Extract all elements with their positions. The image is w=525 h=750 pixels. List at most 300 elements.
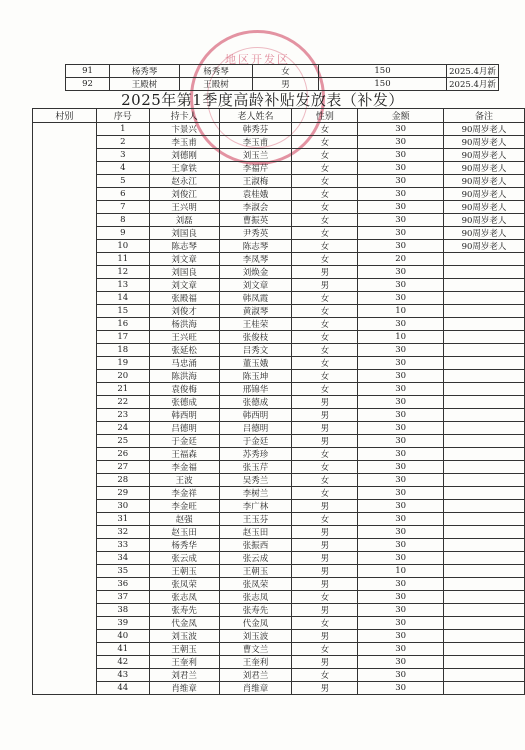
cell-holder: 吕德明	[149, 422, 219, 435]
cell-note	[444, 279, 525, 292]
cell-amount: 30	[358, 435, 444, 448]
cell-holder: 杨洪海	[149, 318, 219, 331]
cell-seq: 8	[96, 214, 149, 227]
cell-amount: 30	[358, 656, 444, 669]
cell-holder: 王兴旺	[149, 331, 219, 344]
table-row	[33, 591, 525, 604]
cell-note	[444, 669, 525, 682]
table-row	[33, 149, 525, 162]
cell-amount: 30	[358, 149, 444, 162]
table-row	[33, 240, 525, 253]
cell-seq: 1	[96, 123, 149, 136]
cell-note: 90周岁老人	[444, 188, 525, 201]
cell-seq: 41	[96, 643, 149, 656]
cell-seq: 6	[96, 188, 149, 201]
cell-holder: 刘国良	[149, 266, 219, 279]
cell-amount: 30	[358, 357, 444, 370]
cell-note	[444, 539, 525, 552]
table-row	[33, 370, 525, 383]
cell-note	[444, 578, 525, 591]
cell-gender: 女	[292, 461, 358, 474]
cell-amount: 150	[319, 78, 447, 91]
table-row	[33, 331, 525, 344]
cell-seq: 24	[96, 422, 149, 435]
cell-amount: 30	[358, 266, 444, 279]
table-row	[33, 357, 525, 370]
cell-elder: 杨秀琴	[180, 65, 253, 78]
cell-gender: 女	[292, 331, 358, 344]
table-row	[33, 669, 525, 682]
table-row	[33, 253, 525, 266]
cell-gender: 男	[292, 552, 358, 565]
table-row	[33, 526, 525, 539]
cell-amount: 30	[358, 227, 444, 240]
cell-note	[444, 435, 525, 448]
previous-page-table	[65, 64, 499, 91]
cell-seq: 18	[96, 344, 149, 357]
table-row	[33, 344, 525, 357]
cell-gender: 女	[292, 617, 358, 630]
table-row	[33, 214, 525, 227]
cell-note: 90周岁老人	[444, 162, 525, 175]
cell-note	[444, 617, 525, 630]
cell-holder: 张德成	[149, 396, 219, 409]
cell-note	[444, 474, 525, 487]
cell-gender: 女	[292, 487, 358, 500]
cell-seq: 10	[96, 240, 149, 253]
table-row	[33, 305, 525, 318]
cell-holder: 王朝玉	[149, 643, 219, 656]
cell-holder: 刘玉波	[149, 630, 219, 643]
cell-seq: 42	[96, 656, 149, 669]
table-row	[33, 487, 525, 500]
table-row	[33, 201, 525, 214]
cell-note	[444, 305, 525, 318]
table-row	[33, 643, 525, 656]
cell-holder: 李金福	[149, 461, 219, 474]
cell-gender: 女	[292, 162, 358, 175]
cell-seq: 19	[96, 357, 149, 370]
cell-seq: 22	[96, 396, 149, 409]
cell-note: 90周岁老人	[444, 214, 525, 227]
cell-seq: 32	[96, 526, 149, 539]
cell-note	[444, 253, 525, 266]
cell-seq: 20	[96, 370, 149, 383]
cell-elder: 赵玉田	[219, 526, 292, 539]
cell-village	[33, 123, 97, 695]
cell-note	[444, 331, 525, 344]
cell-amount: 30	[358, 682, 444, 695]
cell-note	[444, 682, 525, 695]
cell-holder: 张殿福	[149, 292, 219, 305]
cell-elder: 曹振英	[219, 214, 292, 227]
header-seq: 序号	[96, 109, 149, 123]
cell-note	[444, 396, 525, 409]
cell-holder: 刘君兰	[149, 669, 219, 682]
table-row	[33, 396, 525, 409]
table-row	[33, 552, 525, 565]
cell-elder: 张云成	[219, 552, 292, 565]
cell-seq: 3	[96, 149, 149, 162]
cell-seq: 34	[96, 552, 149, 565]
cell-amount: 30	[358, 175, 444, 188]
cell-gender: 女	[292, 240, 358, 253]
cell-holder: 袁俊梅	[149, 383, 219, 396]
cell-seq: 17	[96, 331, 149, 344]
cell-holder: 刘磊	[149, 214, 219, 227]
cell-note	[444, 461, 525, 474]
cell-elder: 吕秀文	[219, 344, 292, 357]
cell-gender: 男	[292, 682, 358, 695]
table-row	[33, 383, 525, 396]
cell-holder: 刘文章	[149, 253, 219, 266]
cell-elder: 韩西明	[219, 409, 292, 422]
cell-elder: 张振西	[219, 539, 292, 552]
cell-note: 90周岁老人	[444, 240, 525, 253]
cell-note	[444, 422, 525, 435]
cell-note	[444, 656, 525, 669]
cell-gender: 男	[292, 279, 358, 292]
cell-seq: 91	[66, 65, 110, 78]
cell-holder: 王波	[149, 474, 219, 487]
cell-seq: 11	[96, 253, 149, 266]
cell-gender: 女	[253, 65, 319, 78]
cell-amount: 150	[319, 65, 447, 78]
cell-note	[444, 266, 525, 279]
cell-gender: 女	[292, 292, 358, 305]
cell-elder: 张俊枝	[219, 331, 292, 344]
cell-note: 90周岁老人	[444, 149, 525, 162]
table-row	[66, 65, 499, 78]
cell-amount: 30	[358, 188, 444, 201]
cell-seq: 39	[96, 617, 149, 630]
cell-elder: 李凤琴	[219, 253, 292, 266]
cell-gender: 女	[292, 344, 358, 357]
cell-amount: 30	[358, 513, 444, 526]
header-village: 村别	[33, 109, 97, 123]
cell-holder: 肖维章	[149, 682, 219, 695]
cell-seq: 26	[96, 448, 149, 461]
cell-note	[444, 344, 525, 357]
cell-amount: 10	[358, 565, 444, 578]
cell-note	[444, 318, 525, 331]
cell-gender: 男	[292, 435, 358, 448]
cell-elder: 黄淑琴	[219, 305, 292, 318]
cell-gender: 男	[292, 565, 358, 578]
cell-gender: 女	[292, 357, 358, 370]
cell-gender: 男	[292, 578, 358, 591]
cell-gender: 男	[292, 500, 358, 513]
cell-note	[444, 487, 525, 500]
cell-seq: 9	[96, 227, 149, 240]
cell-seq: 28	[96, 474, 149, 487]
cell-elder: 李福芹	[219, 162, 292, 175]
cell-seq: 37	[96, 591, 149, 604]
table-row	[33, 162, 525, 175]
cell-note	[444, 383, 525, 396]
cell-note: 2025.4月新	[447, 78, 499, 91]
cell-gender: 男	[253, 78, 319, 91]
table-row	[33, 136, 525, 149]
cell-seq: 12	[96, 266, 149, 279]
table-row	[33, 175, 525, 188]
cell-note	[444, 552, 525, 565]
cell-amount: 30	[358, 643, 444, 656]
cell-holder: 陈志琴	[149, 240, 219, 253]
header-gender: 性别	[292, 109, 358, 123]
cell-elder: 苏秀珍	[219, 448, 292, 461]
cell-elder: 张寿先	[219, 604, 292, 617]
cell-note	[444, 565, 525, 578]
cell-holder: 马忠涌	[149, 357, 219, 370]
cell-holder: 赵玉田	[149, 526, 219, 539]
cell-seq: 7	[96, 201, 149, 214]
cell-seq: 2	[96, 136, 149, 149]
cell-elder: 刘玉波	[219, 630, 292, 643]
cell-amount: 10	[358, 331, 444, 344]
cell-seq: 40	[96, 630, 149, 643]
cell-note	[444, 591, 525, 604]
table-row	[33, 435, 525, 448]
cell-gender: 女	[292, 149, 358, 162]
table-row	[33, 318, 525, 331]
table-row	[33, 630, 525, 643]
cell-gender: 女	[292, 175, 358, 188]
cell-seq: 4	[96, 162, 149, 175]
cell-holder: 刘俊才	[149, 305, 219, 318]
cell-holder: 张寿先	[149, 604, 219, 617]
cell-note	[444, 370, 525, 383]
cell-holder: 刘文章	[149, 279, 219, 292]
cell-elder: 王奎利	[219, 656, 292, 669]
page-title: 2025年第1季度高龄补贴发放表（补发）	[121, 91, 404, 109]
cell-amount: 30	[358, 201, 444, 214]
cell-gender: 女	[292, 643, 358, 656]
cell-gender: 女	[292, 123, 358, 136]
cell-holder: 李金祥	[149, 487, 219, 500]
cell-holder: 王朝玉	[149, 565, 219, 578]
cell-amount: 30	[358, 591, 444, 604]
cell-gender: 男	[292, 396, 358, 409]
table-row	[33, 123, 525, 136]
cell-note	[444, 409, 525, 422]
cell-note: 90周岁老人	[444, 175, 525, 188]
cell-holder: 陈洪海	[149, 370, 219, 383]
cell-note: 2025.4月新	[447, 65, 499, 78]
cell-elder: 吴秀兰	[219, 474, 292, 487]
cell-seq: 15	[96, 305, 149, 318]
cell-elder: 张玉芹	[219, 461, 292, 474]
cell-note: 90周岁老人	[444, 136, 525, 149]
cell-elder: 邢锦华	[219, 383, 292, 396]
cell-elder: 肖维章	[219, 682, 292, 695]
cell-seq: 30	[96, 500, 149, 513]
cell-amount: 30	[358, 669, 444, 682]
cell-seq: 29	[96, 487, 149, 500]
cell-amount: 30	[358, 383, 444, 396]
cell-amount: 20	[358, 253, 444, 266]
cell-elder: 吕德明	[219, 422, 292, 435]
table-row	[33, 565, 525, 578]
table-row	[33, 292, 525, 305]
cell-amount: 30	[358, 461, 444, 474]
cell-gender: 女	[292, 214, 358, 227]
cell-amount: 30	[358, 630, 444, 643]
cell-holder: 王兴明	[149, 201, 219, 214]
cell-seq: 44	[96, 682, 149, 695]
cell-note	[444, 630, 525, 643]
cell-elder: 刘君兰	[219, 669, 292, 682]
cell-gender: 女	[292, 188, 358, 201]
table-row	[33, 422, 525, 435]
cell-gender: 男	[292, 656, 358, 669]
cell-seq: 92	[66, 78, 110, 91]
cell-amount: 30	[358, 344, 444, 357]
cell-elder: 刘玉兰	[219, 149, 292, 162]
cell-elder: 董玉娥	[219, 357, 292, 370]
cell-gender: 女	[292, 383, 358, 396]
cell-gender: 男	[292, 604, 358, 617]
cell-seq: 43	[96, 669, 149, 682]
table-row	[33, 539, 525, 552]
cell-elder: 韩秀芬	[219, 123, 292, 136]
cell-amount: 30	[358, 526, 444, 539]
cell-elder: 王殿树	[180, 78, 253, 91]
cell-holder: 韩西明	[149, 409, 219, 422]
table-row	[33, 474, 525, 487]
header-elder: 老人姓名	[219, 109, 292, 123]
header-holder: 持卡人	[149, 109, 219, 123]
cell-elder: 袁桂娥	[219, 188, 292, 201]
cell-holder: 赵强	[149, 513, 219, 526]
cell-amount: 30	[358, 162, 444, 175]
cell-amount: 30	[358, 604, 444, 617]
cell-elder: 代金凤	[219, 617, 292, 630]
table-row	[33, 500, 525, 513]
cell-note: 90周岁老人	[444, 227, 525, 240]
cell-holder: 张云成	[149, 552, 219, 565]
cell-amount: 30	[358, 318, 444, 331]
cell-gender: 女	[292, 227, 358, 240]
cell-elder: 韩凤霞	[219, 292, 292, 305]
cell-elder: 王淑梅	[219, 175, 292, 188]
table-row	[33, 656, 525, 669]
cell-elder: 王玉芬	[219, 513, 292, 526]
table-row	[33, 617, 525, 630]
cell-gender: 男	[292, 266, 358, 279]
cell-gender: 女	[292, 305, 358, 318]
cell-elder: 李树兰	[219, 487, 292, 500]
table-row	[33, 682, 525, 695]
cell-seq: 5	[96, 175, 149, 188]
cell-gender: 女	[292, 513, 358, 526]
cell-holder: 李玉甫	[149, 136, 219, 149]
cell-note	[444, 526, 525, 539]
cell-elder: 李淑会	[219, 201, 292, 214]
cell-holder: 王拿铁	[149, 162, 219, 175]
cell-seq: 27	[96, 461, 149, 474]
cell-amount: 30	[358, 370, 444, 383]
subsidy-table	[32, 108, 525, 695]
cell-amount: 30	[358, 539, 444, 552]
cell-amount: 30	[358, 578, 444, 591]
cell-amount: 10	[358, 305, 444, 318]
cell-elder: 李广林	[219, 500, 292, 513]
cell-gender: 女	[292, 318, 358, 331]
cell-elder: 张德成	[219, 396, 292, 409]
cell-seq: 25	[96, 435, 149, 448]
cell-amount: 30	[358, 617, 444, 630]
table-header-row	[33, 109, 525, 123]
table-row	[33, 409, 525, 422]
cell-holder: 于金廷	[149, 435, 219, 448]
cell-note	[444, 513, 525, 526]
cell-seq: 21	[96, 383, 149, 396]
cell-holder: 赵永江	[149, 175, 219, 188]
cell-seq: 36	[96, 578, 149, 591]
header-amount: 金额	[358, 109, 444, 123]
cell-holder: 卞景兴	[149, 123, 219, 136]
cell-holder: 杨秀琴	[110, 65, 180, 78]
cell-gender: 女	[292, 370, 358, 383]
cell-amount: 30	[358, 448, 444, 461]
cell-holder: 王福森	[149, 448, 219, 461]
cell-gender: 男	[292, 630, 358, 643]
table-row	[33, 461, 525, 474]
cell-seq: 16	[96, 318, 149, 331]
cell-holder: 代金凤	[149, 617, 219, 630]
cell-gender: 男	[292, 526, 358, 539]
cell-elder: 张凤荣	[219, 578, 292, 591]
cell-holder: 刘俊江	[149, 188, 219, 201]
cell-elder: 尹秀英	[219, 227, 292, 240]
cell-elder: 于金廷	[219, 435, 292, 448]
cell-amount: 30	[358, 552, 444, 565]
seal-text: 地区开发区	[225, 53, 290, 66]
cell-seq: 31	[96, 513, 149, 526]
cell-holder: 王奎利	[149, 656, 219, 669]
cell-gender: 女	[292, 591, 358, 604]
cell-gender: 男	[292, 422, 358, 435]
cell-holder: 刘德刚	[149, 149, 219, 162]
table-row	[33, 279, 525, 292]
cell-amount: 30	[358, 500, 444, 513]
cell-holder: 张凤荣	[149, 578, 219, 591]
cell-elder: 王朝玉	[219, 565, 292, 578]
cell-amount: 30	[358, 136, 444, 149]
cell-elder: 王桂荣	[219, 318, 292, 331]
cell-amount: 30	[358, 396, 444, 409]
cell-seq: 23	[96, 409, 149, 422]
cell-holder: 刘国良	[149, 227, 219, 240]
table-row	[33, 266, 525, 279]
cell-elder: 李玉甫	[219, 136, 292, 149]
cell-seq: 13	[96, 279, 149, 292]
cell-gender: 男	[292, 539, 358, 552]
cell-holder: 杨秀华	[149, 539, 219, 552]
cell-elder: 张志凤	[219, 591, 292, 604]
cell-amount: 30	[358, 409, 444, 422]
cell-holder: 张延松	[149, 344, 219, 357]
table-row	[33, 578, 525, 591]
cell-gender: 女	[292, 669, 358, 682]
table-row	[33, 448, 525, 461]
cell-seq: 33	[96, 539, 149, 552]
cell-note	[444, 357, 525, 370]
cell-elder: 曹文兰	[219, 643, 292, 656]
cell-gender: 女	[292, 136, 358, 149]
cell-seq: 14	[96, 292, 149, 305]
